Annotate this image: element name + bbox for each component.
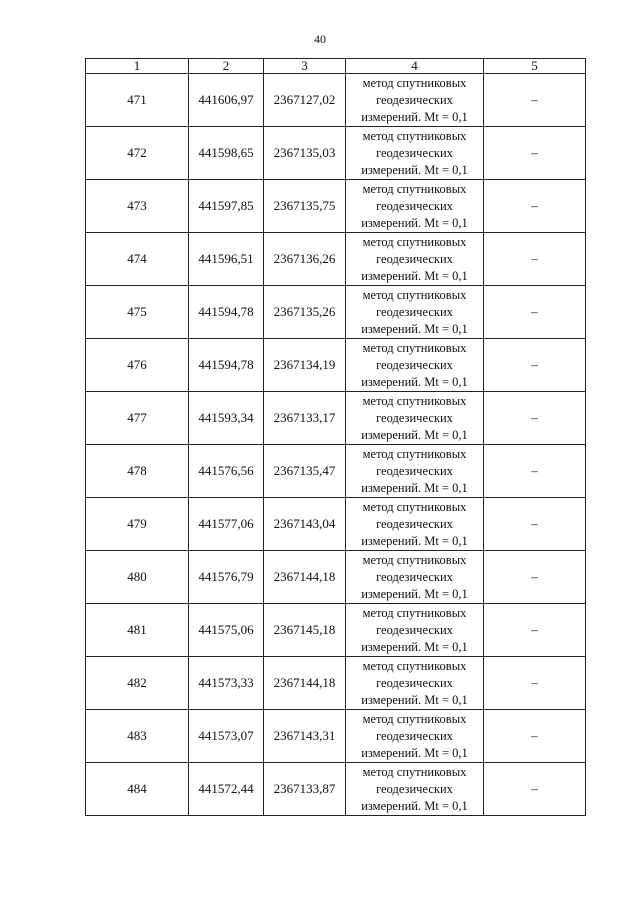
y-coordinate-cell: 2367136,26	[264, 233, 346, 286]
y-coordinate-cell: 2367145,18	[264, 604, 346, 657]
column-header-3: 3	[264, 59, 346, 74]
y-coordinate-cell: 2367135,75	[264, 180, 346, 233]
table-row	[86, 657, 586, 710]
y-coordinate-cell: 2367135,26	[264, 286, 346, 339]
x-coordinate-cell: 441594,78	[189, 339, 264, 392]
table-row	[86, 551, 586, 604]
method-cell: метод спутниковых геодезических измерений. Mt = 0,1	[346, 763, 484, 816]
coordinates-table	[85, 58, 586, 816]
column-header-4: 4	[346, 59, 484, 74]
table-row	[86, 710, 586, 763]
note-cell: –	[484, 127, 586, 180]
method-cell: метод спутниковых геодезических измерений. Mt = 0,1	[346, 445, 484, 498]
point-number-cell: 479	[86, 498, 189, 551]
point-number-cell: 484	[86, 763, 189, 816]
note-cell: –	[484, 710, 586, 763]
note-cell: –	[484, 286, 586, 339]
method-cell: метод спутниковых геодезических измерений. Mt = 0,1	[346, 392, 484, 445]
table-row	[86, 445, 586, 498]
x-coordinate-cell: 441573,07	[189, 710, 264, 763]
point-number-cell: 483	[86, 710, 189, 763]
x-coordinate-cell: 441594,78	[189, 286, 264, 339]
y-coordinate-cell: 2367135,03	[264, 127, 346, 180]
note-cell: –	[484, 74, 586, 127]
method-cell: метод спутниковых геодезических измерений. Mt = 0,1	[346, 127, 484, 180]
point-number-cell: 478	[86, 445, 189, 498]
table-row	[86, 180, 586, 233]
method-cell: метод спутниковых геодезических измерений. Mt = 0,1	[346, 604, 484, 657]
note-cell: –	[484, 498, 586, 551]
point-number-cell: 481	[86, 604, 189, 657]
table-header-row	[86, 59, 586, 74]
method-cell: метод спутниковых геодезических измерений. Mt = 0,1	[346, 657, 484, 710]
note-cell: –	[484, 657, 586, 710]
note-cell: –	[484, 551, 586, 604]
table-row	[86, 392, 586, 445]
note-cell: –	[484, 604, 586, 657]
y-coordinate-cell: 2367144,18	[264, 551, 346, 604]
y-coordinate-cell: 2367135,47	[264, 445, 346, 498]
column-header-1: 1	[86, 59, 189, 74]
x-coordinate-cell: 441606,97	[189, 74, 264, 127]
method-cell: метод спутниковых геодезических измерений. Mt = 0,1	[346, 498, 484, 551]
method-cell: метод спутниковых геодезических измерений. Mt = 0,1	[346, 339, 484, 392]
method-cell: метод спутниковых геодезических измерений. Mt = 0,1	[346, 286, 484, 339]
table-body	[86, 74, 586, 816]
table-row	[86, 763, 586, 816]
x-coordinate-cell: 441598,65	[189, 127, 264, 180]
note-cell: –	[484, 180, 586, 233]
table-row	[86, 339, 586, 392]
point-number-cell: 477	[86, 392, 189, 445]
y-coordinate-cell: 2367143,31	[264, 710, 346, 763]
table-row	[86, 286, 586, 339]
x-coordinate-cell: 441573,33	[189, 657, 264, 710]
point-number-cell: 482	[86, 657, 189, 710]
x-coordinate-cell: 441576,56	[189, 445, 264, 498]
y-coordinate-cell: 2367133,17	[264, 392, 346, 445]
point-number-cell: 472	[86, 127, 189, 180]
column-header-5: 5	[484, 59, 586, 74]
method-cell: метод спутниковых геодезических измерений. Mt = 0,1	[346, 710, 484, 763]
column-header-2: 2	[189, 59, 264, 74]
x-coordinate-cell: 441596,51	[189, 233, 264, 286]
note-cell: –	[484, 445, 586, 498]
point-number-cell: 480	[86, 551, 189, 604]
y-coordinate-cell: 2367127,02	[264, 74, 346, 127]
x-coordinate-cell: 441576,79	[189, 551, 264, 604]
point-number-cell: 474	[86, 233, 189, 286]
table-row	[86, 498, 586, 551]
page-number: 40	[314, 32, 326, 46]
note-cell: –	[484, 392, 586, 445]
x-coordinate-cell: 441593,34	[189, 392, 264, 445]
x-coordinate-cell: 441572,44	[189, 763, 264, 816]
method-cell: метод спутниковых геодезических измерений. Mt = 0,1	[346, 74, 484, 127]
table-row	[86, 604, 586, 657]
y-coordinate-cell: 2367144,18	[264, 657, 346, 710]
point-number-cell: 473	[86, 180, 189, 233]
note-cell: –	[484, 339, 586, 392]
x-coordinate-cell: 441597,85	[189, 180, 264, 233]
method-cell: метод спутниковых геодезических измерений. Mt = 0,1	[346, 233, 484, 286]
point-number-cell: 475	[86, 286, 189, 339]
note-cell: –	[484, 233, 586, 286]
y-coordinate-cell: 2367134,19	[264, 339, 346, 392]
y-coordinate-cell: 2367143,04	[264, 498, 346, 551]
y-coordinate-cell: 2367133,87	[264, 763, 346, 816]
table-row	[86, 74, 586, 127]
note-cell: –	[484, 763, 586, 816]
x-coordinate-cell: 441577,06	[189, 498, 264, 551]
point-number-cell: 471	[86, 74, 189, 127]
table-row	[86, 127, 586, 180]
table-row	[86, 233, 586, 286]
method-cell: метод спутниковых геодезических измерений. Mt = 0,1	[346, 551, 484, 604]
method-cell: метод спутниковых геодезических измерений. Mt = 0,1	[346, 180, 484, 233]
point-number-cell: 476	[86, 339, 189, 392]
x-coordinate-cell: 441575,06	[189, 604, 264, 657]
